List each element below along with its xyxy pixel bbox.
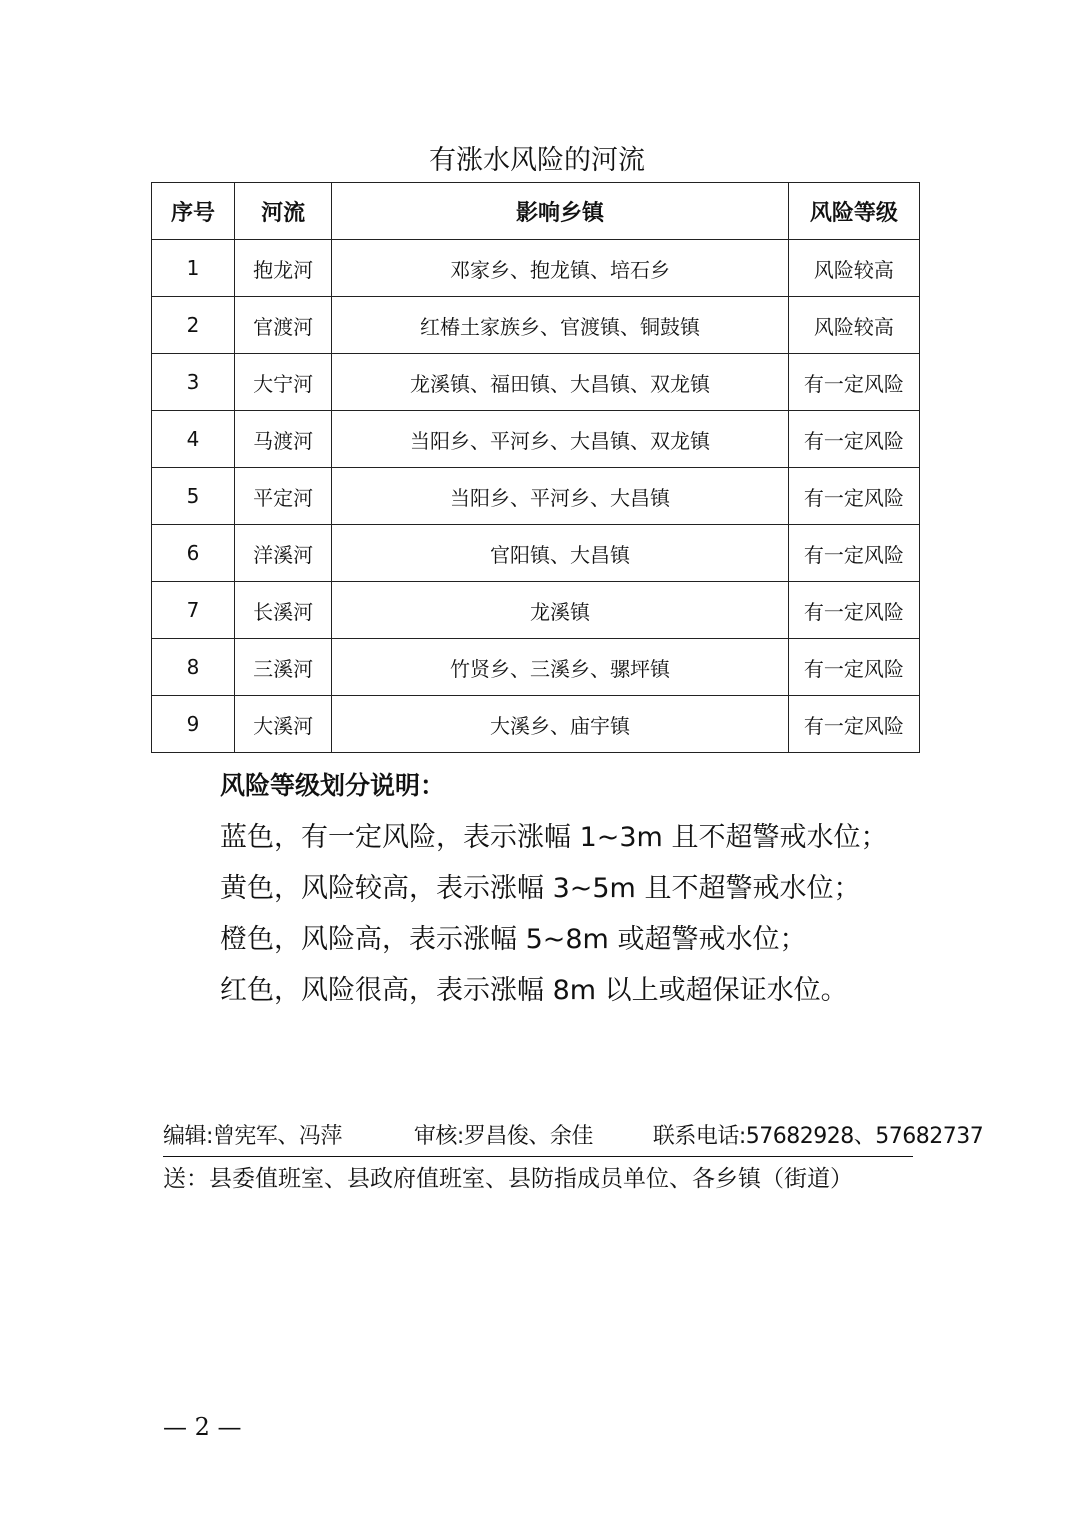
cell-river: 官渡河: [235, 297, 332, 354]
document-footer: [163, 1120, 984, 1199]
cell-level: 风险较高: [788, 240, 919, 297]
cell-towns: 龙溪镇: [332, 582, 789, 639]
cell-towns: 邓家乡、抱龙镇、培石乡: [332, 240, 789, 297]
cell-no: 9: [152, 696, 235, 753]
cell-level: 有一定风险: [788, 696, 919, 753]
table-row: [152, 525, 920, 582]
note-red: 红色，风险很高，表示涨幅 8m 以上或超保证水位。: [220, 975, 848, 1006]
table-row: [152, 240, 920, 297]
cell-no: 4: [152, 411, 235, 468]
river-risk-table: [151, 182, 920, 753]
cell-river: 马渡河: [235, 411, 332, 468]
cell-towns: 官阳镇、大昌镇: [332, 525, 789, 582]
note-orange: 橙色，风险高，表示涨幅 5~8m 或超警戒水位；: [220, 924, 807, 955]
table-title: 有涨水风险的河流: [429, 145, 645, 176]
cell-river: 大宁河: [235, 354, 332, 411]
cell-level: 有一定风险: [788, 582, 919, 639]
cell-towns: 红椿土家族乡、官渡镇、铜鼓镇: [332, 297, 789, 354]
table-header-row: [152, 183, 920, 240]
table-row: [152, 639, 920, 696]
cell-no: 2: [152, 297, 235, 354]
cell-river: 洋溪河: [235, 525, 332, 582]
header-level: 风险等级: [788, 183, 919, 240]
cell-level: 有一定风险: [788, 468, 919, 525]
risk-level-notes: [220, 766, 980, 1016]
cell-towns: 大溪乡、庙宇镇: [332, 696, 789, 753]
cell-no: 8: [152, 639, 235, 696]
header-towns: 影响乡镇: [332, 183, 789, 240]
cell-no: 1: [152, 240, 235, 297]
cell-no: 6: [152, 525, 235, 582]
cell-river: 平定河: [235, 468, 332, 525]
cell-towns: 当阳乡、平河乡、大昌镇、双龙镇: [332, 411, 789, 468]
distribution-list: 送：县委值班室、县政府值班室、县防指成员单位、各乡镇（街道）: [163, 1166, 853, 1192]
reviewer: 审核:罗昌俊、余佳: [413, 1124, 593, 1149]
table-row: [152, 354, 920, 411]
cell-level: 风险较高: [788, 297, 919, 354]
cell-river: 三溪河: [235, 639, 332, 696]
header-river: 河流: [235, 183, 332, 240]
cell-no: 5: [152, 468, 235, 525]
cell-towns: 当阳乡、平河乡、大昌镇: [332, 468, 789, 525]
notes-heading: 风险等级划分说明：: [220, 771, 446, 800]
cell-no: 7: [152, 582, 235, 639]
header-no: 序号: [152, 183, 235, 240]
cell-level: 有一定风险: [788, 639, 919, 696]
table-row: [152, 582, 920, 639]
cell-towns: 竹贤乡、三溪乡、骡坪镇: [332, 639, 789, 696]
cell-river: 大溪河: [235, 696, 332, 753]
cell-level: 有一定风险: [788, 354, 919, 411]
table-row: [152, 411, 920, 468]
cell-towns: 龙溪镇、福田镇、大昌镇、双龙镇: [332, 354, 789, 411]
contact-phone: 联系电话:57682928、57682737: [652, 1124, 984, 1149]
cell-level: 有一定风险: [788, 525, 919, 582]
table-row: [152, 297, 920, 354]
editor-line: [163, 1120, 984, 1157]
cell-level: 有一定风险: [788, 411, 919, 468]
cell-river: 长溪河: [235, 582, 332, 639]
table-row: [152, 468, 920, 525]
note-yellow: 黄色，风险较高，表示涨幅 3~5m 且不超警戒水位；: [220, 873, 861, 904]
editor: 编辑:曾宪军、冯萍: [163, 1124, 342, 1149]
note-blue: 蓝色，有一定风险，表示涨幅 1~3m 且不超警戒水位；: [220, 822, 888, 853]
table-row: [152, 696, 920, 753]
cell-river: 抱龙河: [235, 240, 332, 297]
page-number: — 2 —: [163, 1413, 242, 1441]
cell-no: 3: [152, 354, 235, 411]
